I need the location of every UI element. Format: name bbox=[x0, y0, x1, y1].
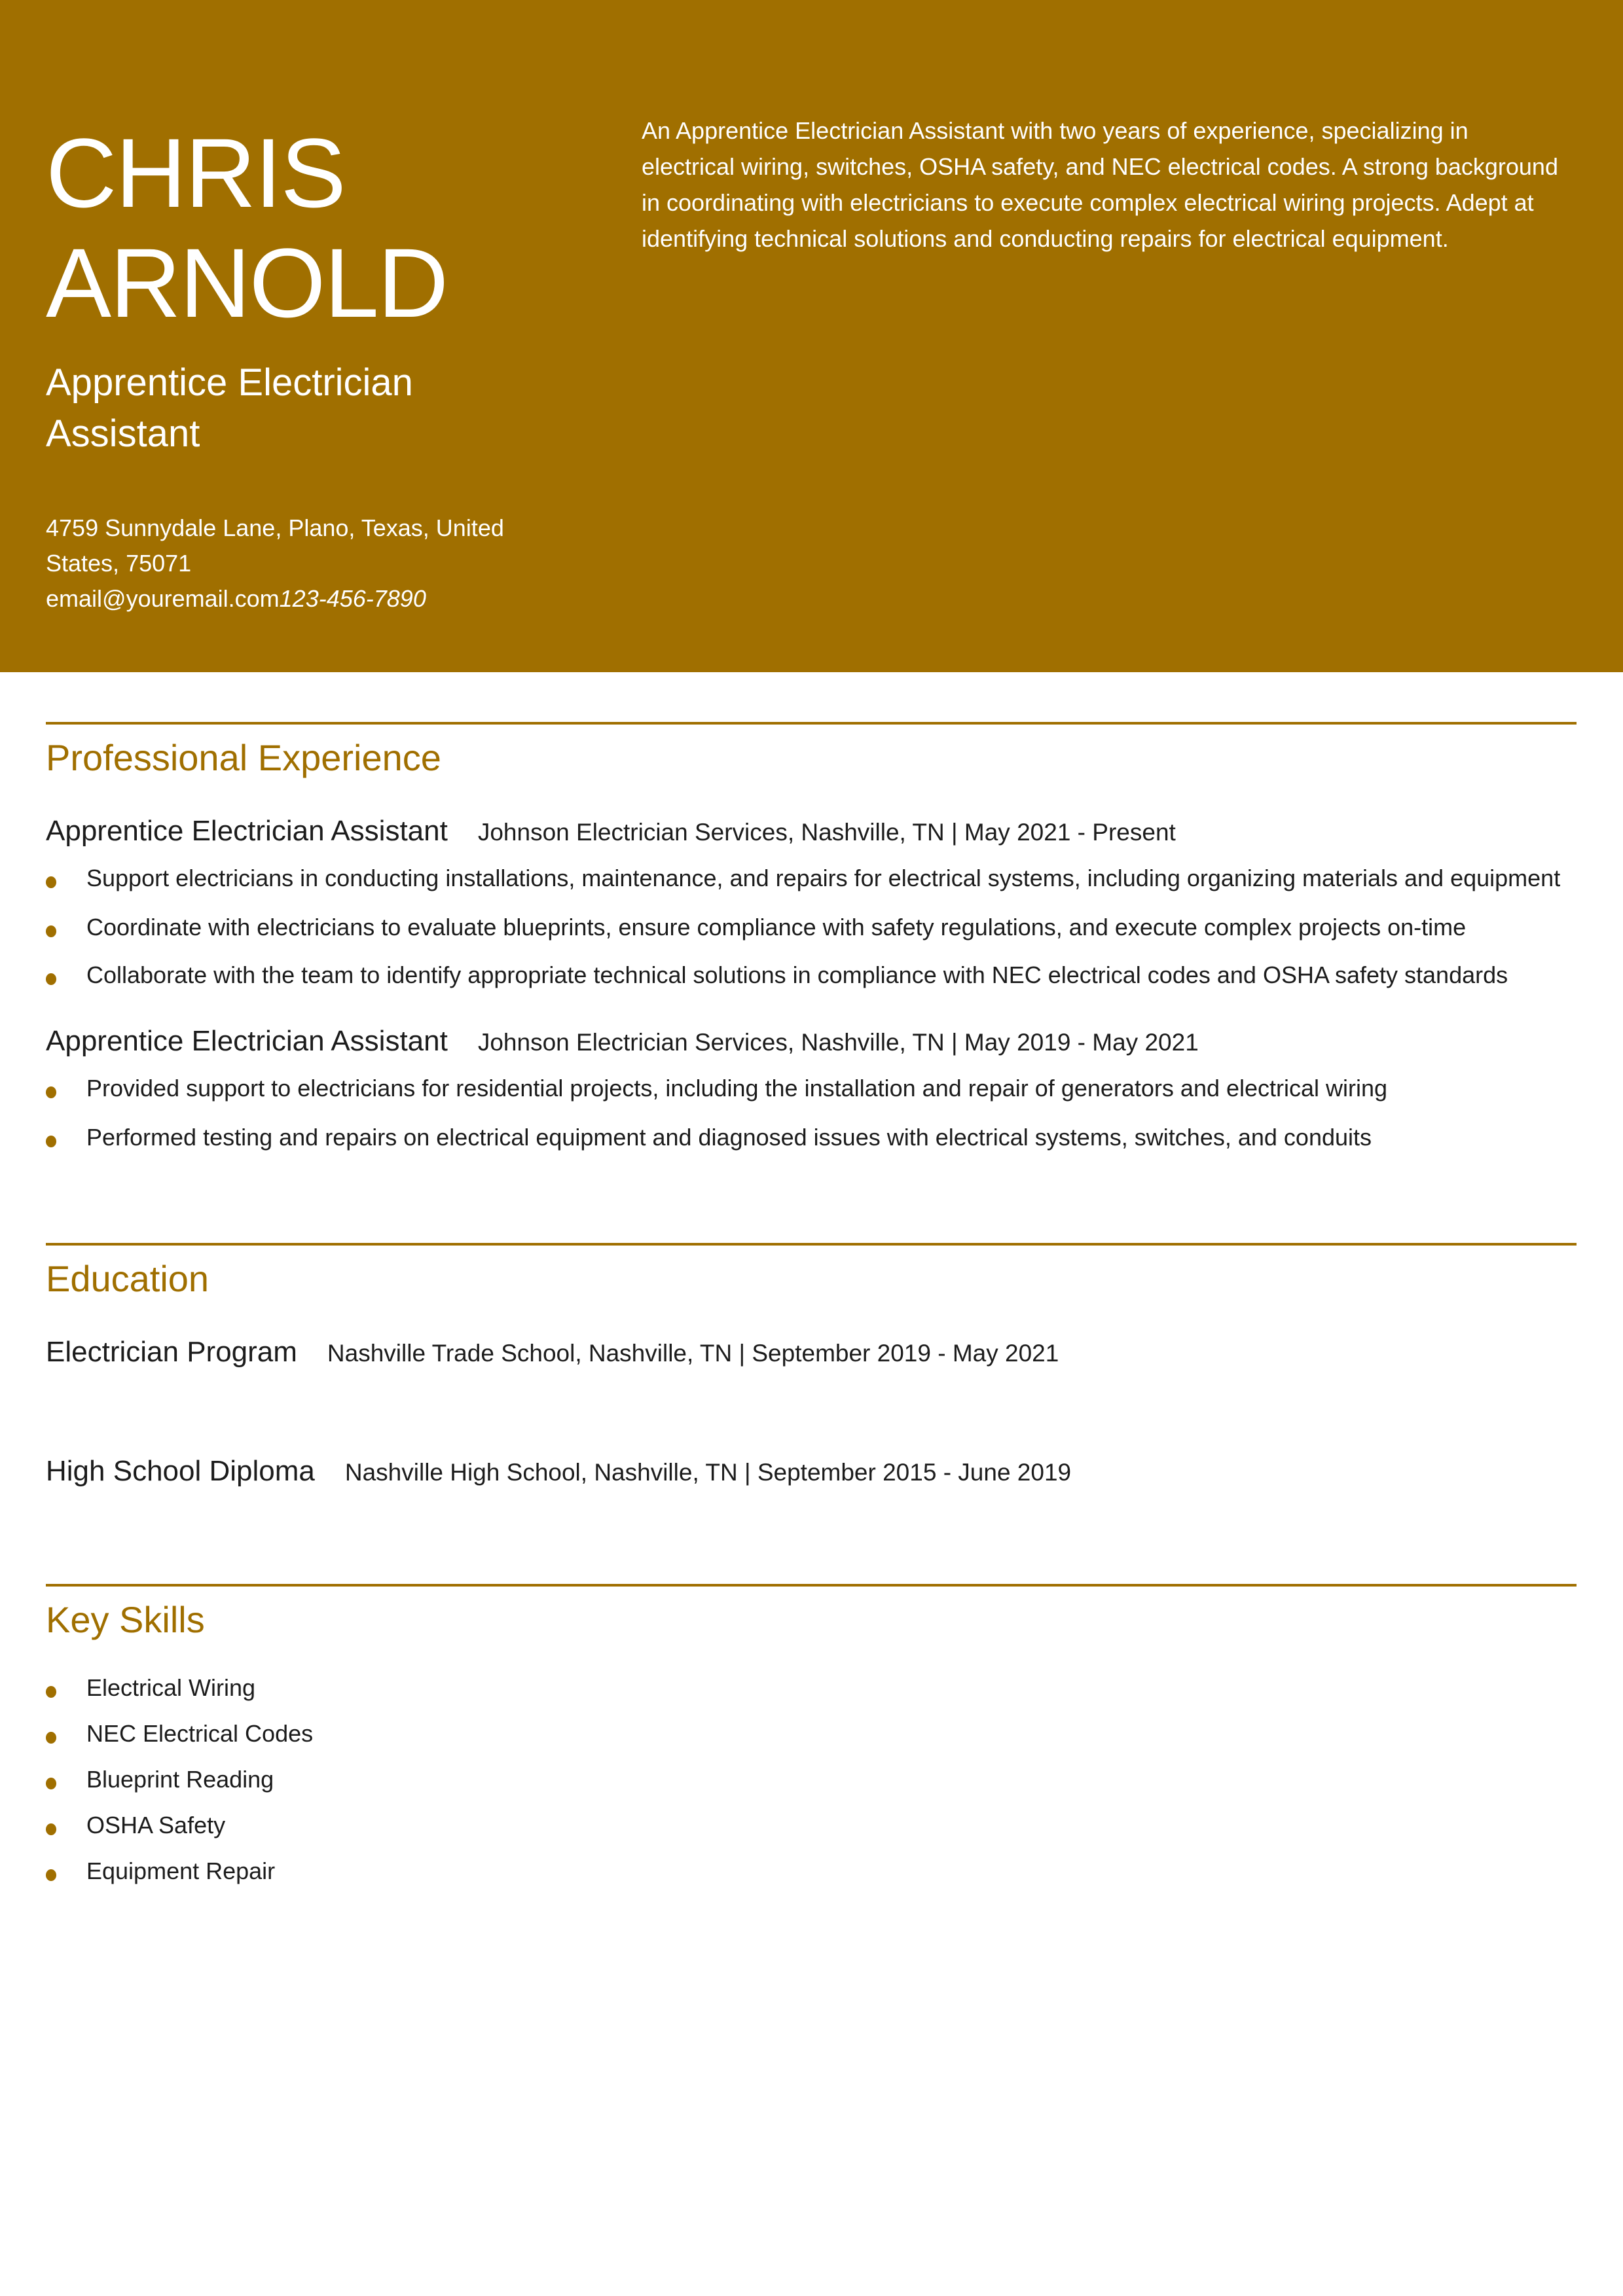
section-title: Key Skills bbox=[46, 1599, 205, 1640]
bullet-icon bbox=[46, 1778, 56, 1789]
bullet-text: Performed testing and repairs on electrical equipment and diagnosed issues with electrical systems, switches, and conduits bbox=[86, 1124, 1372, 1151]
bullet-icon bbox=[46, 1732, 56, 1744]
job-entry bbox=[46, 1025, 1577, 1155]
bullet-text: Coordinate with electricians to evaluate blueprints, ensure compliance with safety regulations, and execute complex projects on-time bbox=[86, 914, 1467, 941]
list-item bbox=[46, 1670, 1577, 1705]
section-divider bbox=[46, 1584, 1577, 1587]
list-item bbox=[46, 1716, 1577, 1751]
degree: High School Diploma bbox=[46, 1455, 315, 1487]
candidate-name bbox=[46, 118, 583, 338]
address-line1: 4759 Sunnydale Lane, Plano, Texas, United bbox=[46, 514, 504, 541]
section-skills bbox=[46, 1584, 1577, 1888]
list-item bbox=[46, 1762, 1577, 1797]
skill-text: Equipment Repair bbox=[86, 1857, 276, 1884]
section-experience bbox=[46, 722, 1577, 1155]
skill-text: Blueprint Reading bbox=[86, 1766, 274, 1793]
job-header bbox=[46, 815, 1577, 848]
degree: Electrician Program bbox=[46, 1336, 297, 1368]
bullet-text: Collaborate with the team to identify appropriate technical solutions in compliance with NEC electrical codes and OSHA safety standards bbox=[86, 961, 1508, 988]
job-meta: Johnson Electrician Services, Nashville, TN | May 2019 - May 2021 bbox=[477, 1029, 1199, 1056]
list-item bbox=[46, 861, 1577, 895]
job-role: Apprentice Electrician Assistant bbox=[46, 1025, 448, 1057]
job-role: Apprentice Electrician Assistant bbox=[46, 815, 448, 847]
section-divider bbox=[46, 1243, 1577, 1246]
name-first: CHRIS bbox=[46, 118, 345, 228]
job-title bbox=[46, 357, 583, 459]
contact-info bbox=[46, 511, 583, 617]
address-line2: States, 75071 bbox=[46, 550, 192, 577]
skill-text: OSHA Safety bbox=[86, 1812, 226, 1839]
job-title-line2: Assistant bbox=[46, 412, 200, 455]
list-item bbox=[46, 1808, 1577, 1842]
bullet-icon bbox=[46, 1869, 56, 1881]
email-phone-line bbox=[46, 581, 583, 617]
job-title-line1: Apprentice Electrician bbox=[46, 361, 413, 404]
professional-summary: An Apprentice Electrician Assistant with two years of experience, specializing in electrical wiring, switches, OSHA safety, and NEC electrical codes. A strong background in coordinating with electricians to execute complex electrical wiring projects. Adept at identifying technical solutions and conducting repairs for electrical equipment. bbox=[642, 117, 1558, 252]
list-item bbox=[46, 958, 1577, 992]
bullet-text: Provided support to electricians for residential projects, including the installation and repair of generators and electrical wiring bbox=[86, 1075, 1388, 1102]
job-entry bbox=[46, 815, 1577, 992]
section-education bbox=[46, 1243, 1577, 1488]
section-divider bbox=[46, 722, 1577, 725]
identity-block bbox=[46, 118, 583, 617]
skills-list bbox=[46, 1670, 1577, 1888]
header-band bbox=[0, 0, 1623, 672]
bullet-icon bbox=[46, 1136, 56, 1147]
school-meta: Nashville High School, Nashville, TN | September 2015 - June 2019 bbox=[344, 1459, 1072, 1486]
list-item bbox=[46, 1120, 1577, 1155]
bullet-icon bbox=[46, 876, 56, 888]
job-bullets bbox=[46, 1071, 1577, 1155]
job-meta: Johnson Electrician Services, Nashville, TN | May 2021 - Present bbox=[477, 819, 1176, 846]
school-meta: Nashville Trade School, Nashville, TN | September 2019 - May 2021 bbox=[327, 1340, 1059, 1367]
bullet-icon bbox=[46, 973, 56, 985]
bullet-text: Support electricians in conducting installations, maintenance, and repairs for electrical systems, including organizing materials and equipment bbox=[86, 865, 1561, 891]
education-entry bbox=[46, 1336, 1577, 1369]
list-item bbox=[46, 1854, 1577, 1888]
bullet-icon bbox=[46, 1823, 56, 1835]
skill-text: NEC Electrical Codes bbox=[86, 1720, 314, 1747]
job-header bbox=[46, 1025, 1577, 1058]
section-title: Professional Experience bbox=[46, 737, 441, 778]
list-item bbox=[46, 910, 1577, 944]
list-item bbox=[46, 1071, 1577, 1105]
name-last: ARNOLD bbox=[46, 228, 448, 338]
bullet-icon bbox=[46, 1686, 56, 1698]
bullet-icon bbox=[46, 925, 56, 937]
bullet-icon bbox=[46, 1086, 56, 1098]
email-link[interactable]: email@youremail.com bbox=[46, 585, 280, 612]
job-bullets bbox=[46, 861, 1577, 992]
education-entry bbox=[46, 1455, 1577, 1488]
section-title: Education bbox=[46, 1258, 210, 1299]
phone-number[interactable]: 123-456-7890 bbox=[279, 585, 426, 612]
skill-text: Electrical Wiring bbox=[86, 1674, 256, 1701]
